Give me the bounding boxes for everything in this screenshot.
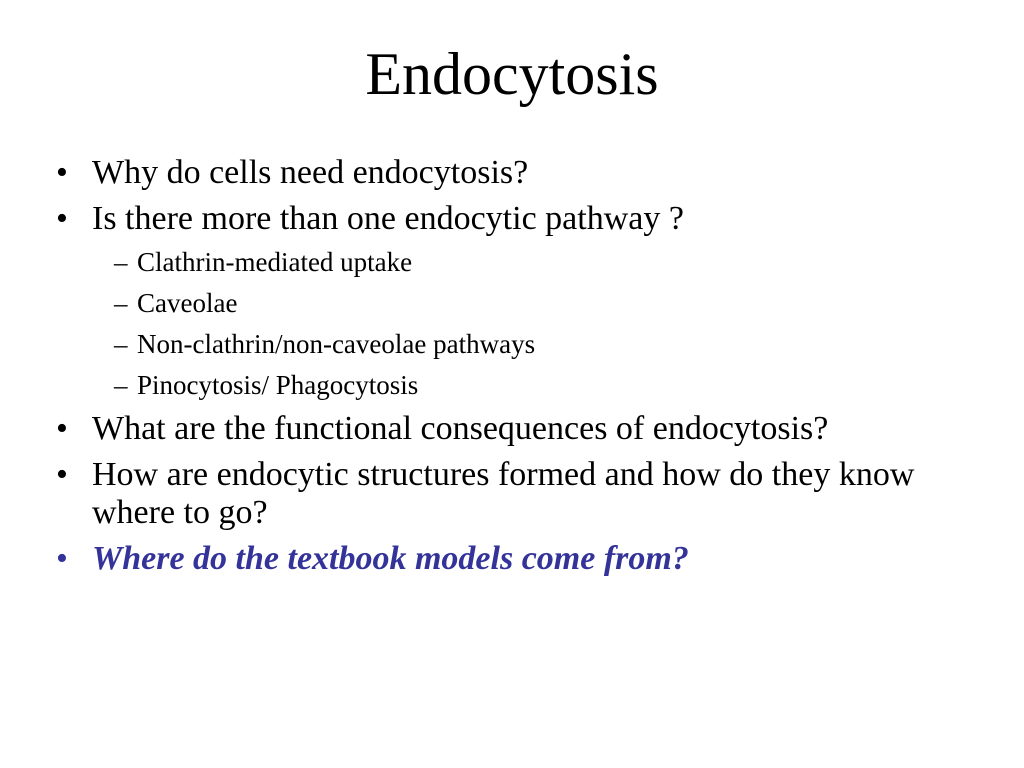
bullet-text: Why do cells need endocytosis? — [92, 154, 529, 191]
bullet-item — [56, 410, 976, 448]
dash-marker: – — [114, 247, 128, 277]
dash-marker: – — [114, 329, 128, 359]
bullet-marker: • — [56, 154, 68, 191]
sub-bullet-item — [56, 246, 976, 278]
bullet-text: Is there more than one endocytic pathway ? — [92, 200, 684, 237]
bullet-text: How are endocytic structures formed and how do they know where to go? — [92, 456, 915, 531]
bullet-marker: • — [56, 410, 68, 447]
bullet-item — [56, 154, 976, 192]
dash-marker: – — [114, 370, 128, 400]
sub-bullet-text: Clathrin-mediated uptake — [137, 247, 413, 277]
sub-bullet-item — [56, 369, 976, 401]
bullet-list — [56, 154, 976, 586]
bullet-item-highlighted — [56, 540, 976, 578]
sub-bullet-text: Non-clathrin/non-caveolae pathways — [137, 329, 536, 359]
sub-bullet-text: Pinocytosis/ Phagocytosis — [137, 370, 419, 400]
bullet-text: What are the functional consequences of endocytosis? — [92, 410, 829, 447]
sub-bullet-item — [56, 328, 976, 360]
highlighted-bullet-text: Where do the textbook models come from? — [92, 540, 689, 577]
bullet-marker: • — [56, 456, 68, 493]
bullet-item — [56, 456, 976, 532]
bullet-item — [56, 200, 976, 238]
dash-marker: – — [114, 288, 128, 318]
sub-bullet-item — [56, 287, 976, 319]
slide-title: Endocytosis — [365, 41, 659, 107]
sub-bullet-text: Caveolae — [137, 288, 238, 318]
bullet-marker: • — [56, 540, 68, 577]
bullet-marker: • — [56, 200, 68, 237]
